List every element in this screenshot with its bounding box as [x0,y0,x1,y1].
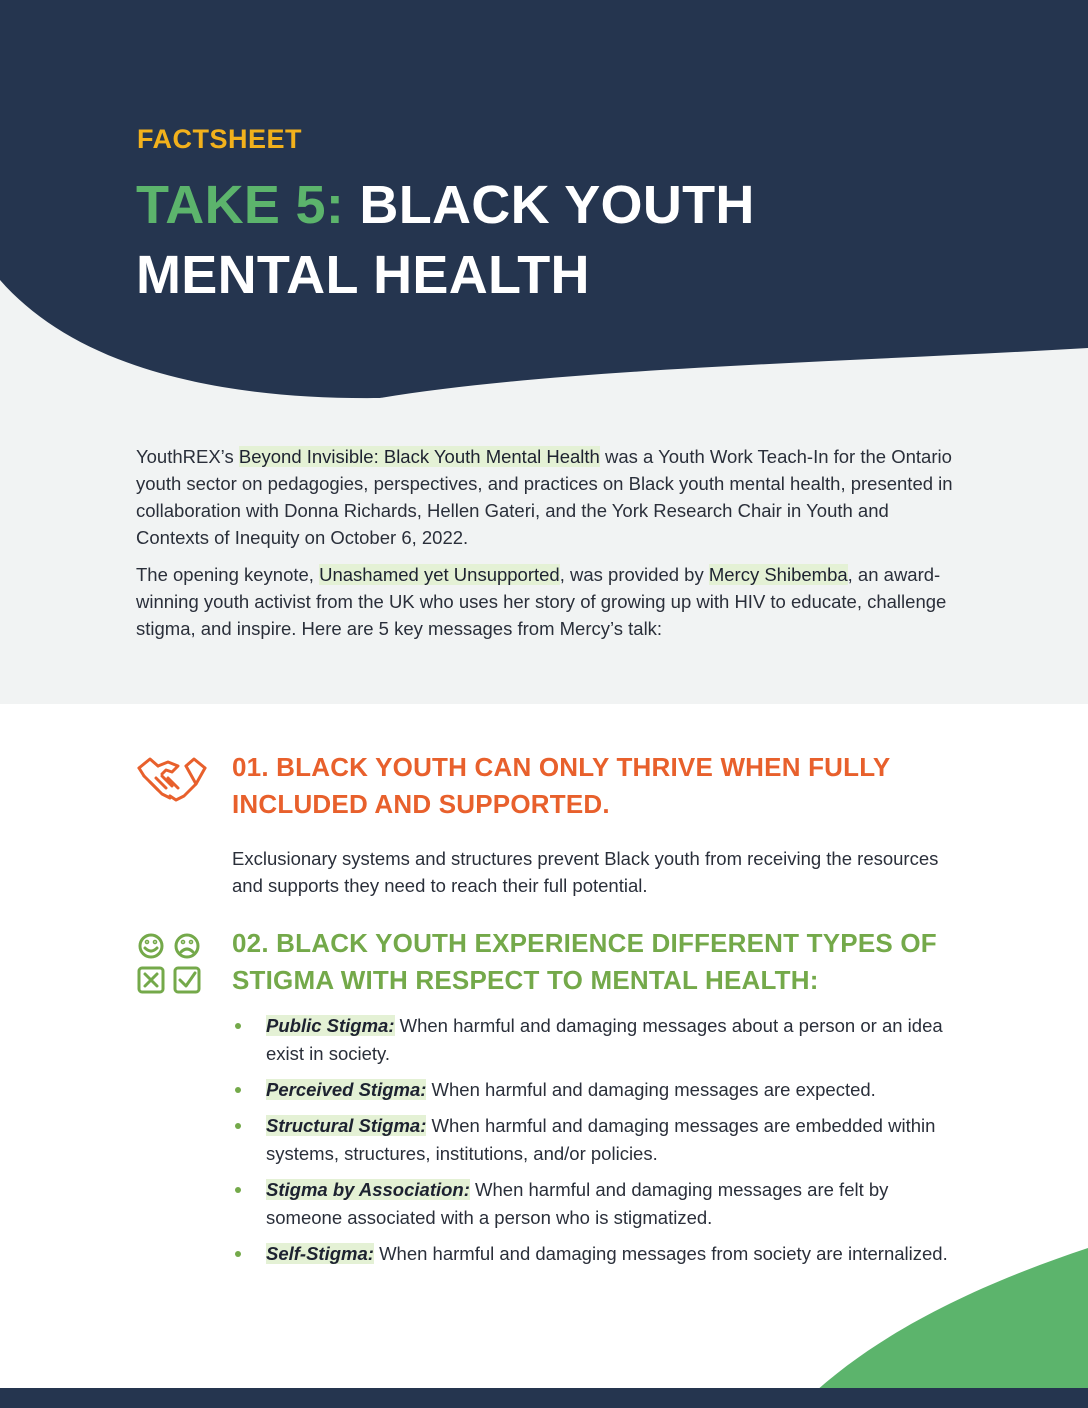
stigma-term: Structural Stigma: [266,1115,427,1136]
list-item [232,1076,962,1104]
list-item [232,1112,962,1168]
stigma-term: Stigma by Association: [266,1179,470,1200]
stigma-definition: When harmful and damaging messages are expected. [426,1079,876,1100]
stigma-definition: When harmful and damaging messages are felt by someone associated with a person who is stigmatized. [266,1179,889,1228]
bullet-icon [235,1123,241,1129]
intro-text [136,443,956,652]
bullet-icon [235,1087,241,1093]
section-01-heading: 01. BLACK YOUTH CAN ONLY THRIVE WHEN FULLY INCLUDED AND SUPPORTED. [232,752,891,819]
intro-paragraph-2: The opening keynote, Unashamed yet Unsupported, was provided by Mercy Shibemba, an award-winning youth activist from the UK who uses her story of growing up with HIV to educate, challenge stigma, and inspire. Here are 5 key messages from Mercy’s talk: [136,564,947,639]
intro-paragraph-1: YouthREX’s Beyond Invisible: Black Youth Mental Health was a Youth Work Teach-In for the Ontario youth sector on pedagogies, perspectives, and practices on Black youth mental health, presented in collaboration with Donna Richards, Hellen Gateri, and the York Research Chair in Youth and Contexts of Inequity on October 6, 2022. [136,446,953,548]
stigma-list [232,1012,962,1276]
event-link[interactable]: Beyond Invisible: Black Youth Mental Health [238,446,600,467]
list-item [232,1176,962,1232]
stigma-definition: When harmful and damaging messages are embedded within systems, structures, institutions, and/or policies. [266,1115,936,1164]
stigma-term: Public Stigma: [266,1015,395,1036]
section-01-body: Exclusionary systems and structures prevent Black youth from receiving the resources and supports they need to reach their full potential. [232,848,939,896]
stigma-term: Self-Stigma: [266,1243,374,1264]
eyebrow-label: FACTSHEET [137,124,303,154]
faces-checkbox-icon [136,932,204,996]
page-title [136,170,836,310]
bullet-icon [235,1251,241,1257]
stigma-term: Perceived Stigma: [266,1079,427,1100]
footer-bar [0,1388,1088,1408]
list-item [232,1012,962,1068]
handshake-icon [136,754,208,804]
stigma-definition: When harmful and damaging messages about a person or an idea exist in society. [266,1015,943,1064]
corner-decoration [788,1248,1088,1408]
bullet-icon [235,1023,241,1029]
speaker-link[interactable]: Mercy Shibemba [708,564,848,585]
keynote-link[interactable]: Unashamed yet Unsupported [319,564,560,585]
section-02-heading: 02. BLACK YOUTH EXPERIENCE DIFFERENT TYPES OF STIGMA WITH RESPECT TO MENTAL HEALTH: [232,928,937,995]
stigma-definition: When harmful and damaging messages from society are internalized. [373,1243,948,1264]
title-main: BLACK YOUTH MENTAL HEALTH [136,175,755,305]
bullet-icon [235,1187,241,1193]
title-accent: TAKE 5: [136,175,345,235]
